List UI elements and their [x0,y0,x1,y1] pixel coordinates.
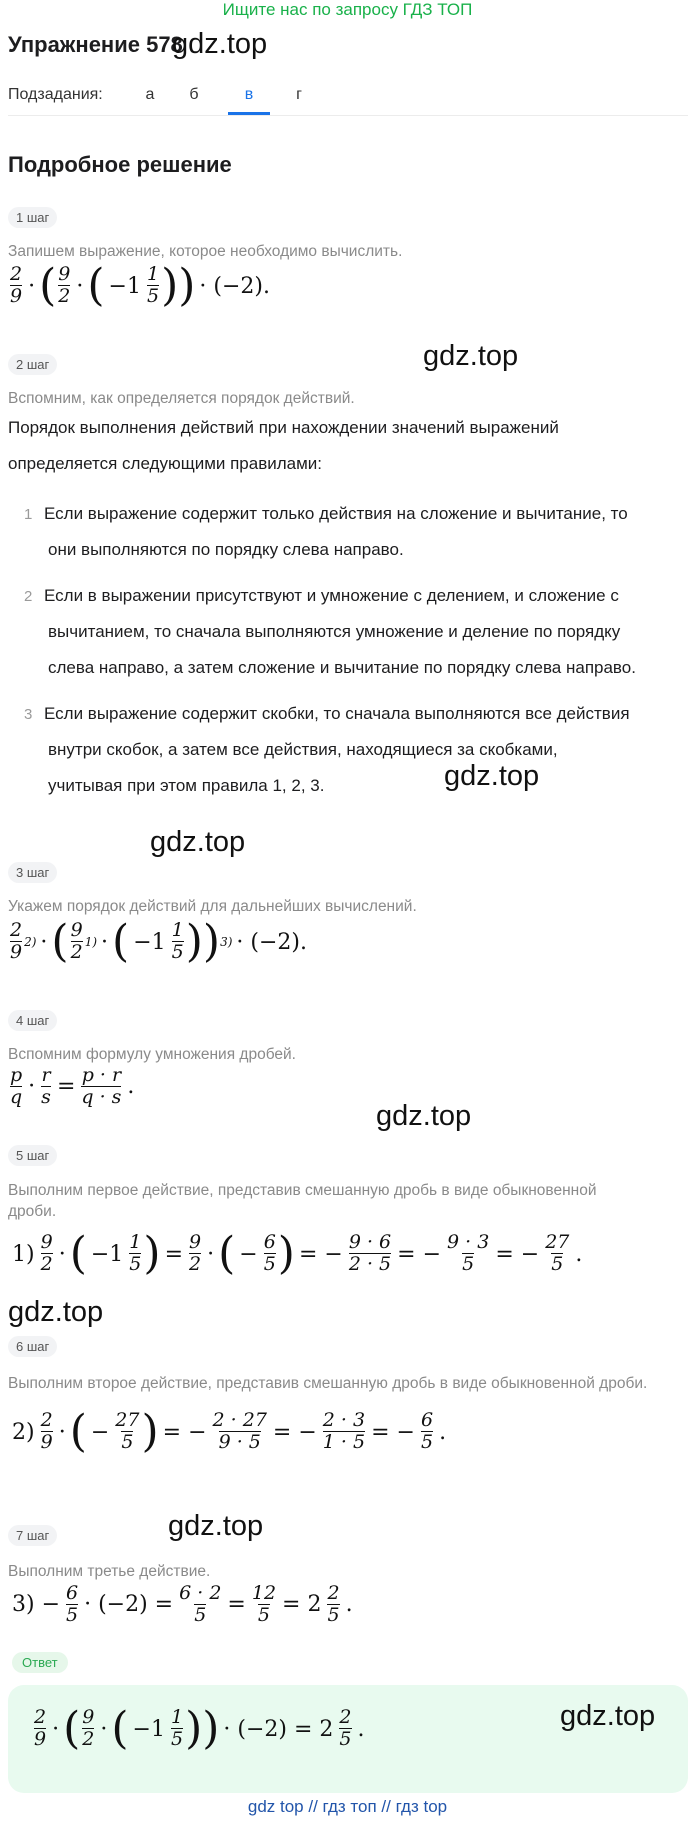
page-title: Упражнение 578 [8,32,183,57]
watermark: gdz.top [444,760,540,792]
rule-text: они выполняются по порядку слева направо. [48,540,404,559]
tab-v[interactable]: в [244,86,254,103]
step-badge: 2 шаг [8,354,57,375]
rule-text: вычитанием, то сначала выполняются умножение и деление по порядку [48,622,621,641]
formula-step-7: 3) − $\frac{6}{5}$ · (−2) = $\frac{6 \cdot 2}{5}$ = $\frac{12}{5}$ = 2 2 5 . [12,1582,353,1626]
tab-b[interactable]: б [189,86,199,103]
rule-text: учитывая при этом правила 1, 2, 3. [48,776,325,795]
rules-intro: определяется следующими правилами: [8,454,323,473]
list-number: 2 [24,588,33,605]
tab-a[interactable]: а [145,86,155,103]
answer-badge: Ответ [12,1652,68,1673]
active-tab-indicator [228,112,270,115]
list-item [24,496,690,533]
step-badge: 3 шаг [8,862,57,883]
rule-text: Если выражение содержит скобки, то сначала выполняются все действия [44,704,630,723]
top-banner: Ищите нас по запросу ГДЗ ТОП [222,0,473,19]
footer-links [0,1797,695,1817]
watermark: gdz.top [423,340,519,372]
step-badge: 5 шаг [8,1145,57,1166]
watermark: gdz.top [168,1510,264,1542]
watermark: gdz.top [560,1700,656,1732]
footer-link[interactable]: гдз топ [322,1797,377,1816]
step-text: Выполним второе действие, представив смешанную дробь в виде обыкновенной дроби. [8,1375,648,1392]
tab-g[interactable]: г [296,86,302,103]
step-text: Выполним первое действие, представив смешанную дробь в виде обыкновенной дроби. [8,1182,597,1220]
rule-text: слева направо, а затем сложение и вычитание по порядку слева направо. [48,658,636,677]
rule-text: Если в выражении присутствуют и умножение с делением, и сложение с [44,586,619,605]
formula-step-5: 1) 9 2 · ( −1 1 5 ) = $\frac{9}{2}$ · ( − $\frac{6}{5}$ ) = − $\frac{9 \cdot 6}{2 \cdot 5}$ = − $\frac{9 \cdot 3}{5}$ = − $\frac{27}{5}$ . [12,1228,583,1279]
watermark: gdz.top [150,826,246,858]
watermark: gdz.top [376,1100,472,1132]
answer-formula: 2 9 · ( 9 2 · ( −1 1 5 ) ) · (−2) = 2 2 5 . [34,1703,365,1754]
step-badge: 6 шаг [8,1336,57,1357]
rules-intro: Порядок выполнения действий при нахождении значений выражений [8,418,559,437]
step-text: Запишем выражение, которое необходимо вычислить. [8,243,403,260]
step-text: Выполним третье действие. [8,1563,211,1580]
footer-separator: // [308,1797,318,1816]
divider [8,115,688,116]
footer-link[interactable]: гдз top [395,1797,448,1816]
step-badge: 7 шаг [8,1525,57,1546]
watermark: gdz.top [8,1296,104,1328]
rule-text: внутри скобок, а затем все действия, находящиеся за скобками, [48,740,558,759]
rule-text: Если выражение содержит только действия на сложение и вычитание, то [44,504,628,523]
subtasks-label: Подзадания: [8,86,103,103]
step-badge: 1 шаг [8,207,57,228]
watermark: gdz.top [172,28,268,60]
list-number: 3 [24,706,33,723]
step-text: Вспомним формулу умножения дробей. [8,1046,296,1063]
step-text: Вспомним, как определяется порядок действий. [8,390,355,407]
step-text: Укажем порядок действий для дальнейших вычислений. [8,898,417,915]
section-title: Подробное решение [8,152,232,177]
footer-separator: // [381,1797,391,1816]
formula-step-3: 2 9 2) · ( 9 2 1) · ( −1 1 5 ) ) 3) · (−2). [10,916,307,967]
step-badge: 4 шаг [8,1010,57,1031]
list-number: 1 [24,506,33,523]
list-item [24,578,690,615]
footer-link[interactable]: gdz top [247,1797,304,1816]
list-item [24,696,690,733]
formula-step-1: 2 9 · ( 9 2 · ( −1 1 5 ) ) · (−2). [10,260,270,311]
formula-step-4: p q · $\frac{r}{s}$ = $\frac{p \cdot r}{q \cdot s}$ . [10,1064,135,1108]
formula-step-6: 2) 2 9 · ( − $\frac{27}{5}$ ) = − $\frac{2 \cdot 27}{9 \cdot 5}$ = − $\frac{2 \cdot 3}{1 \cdot 5}$ = − $\frac{6}{5}$ . [12,1406,447,1457]
